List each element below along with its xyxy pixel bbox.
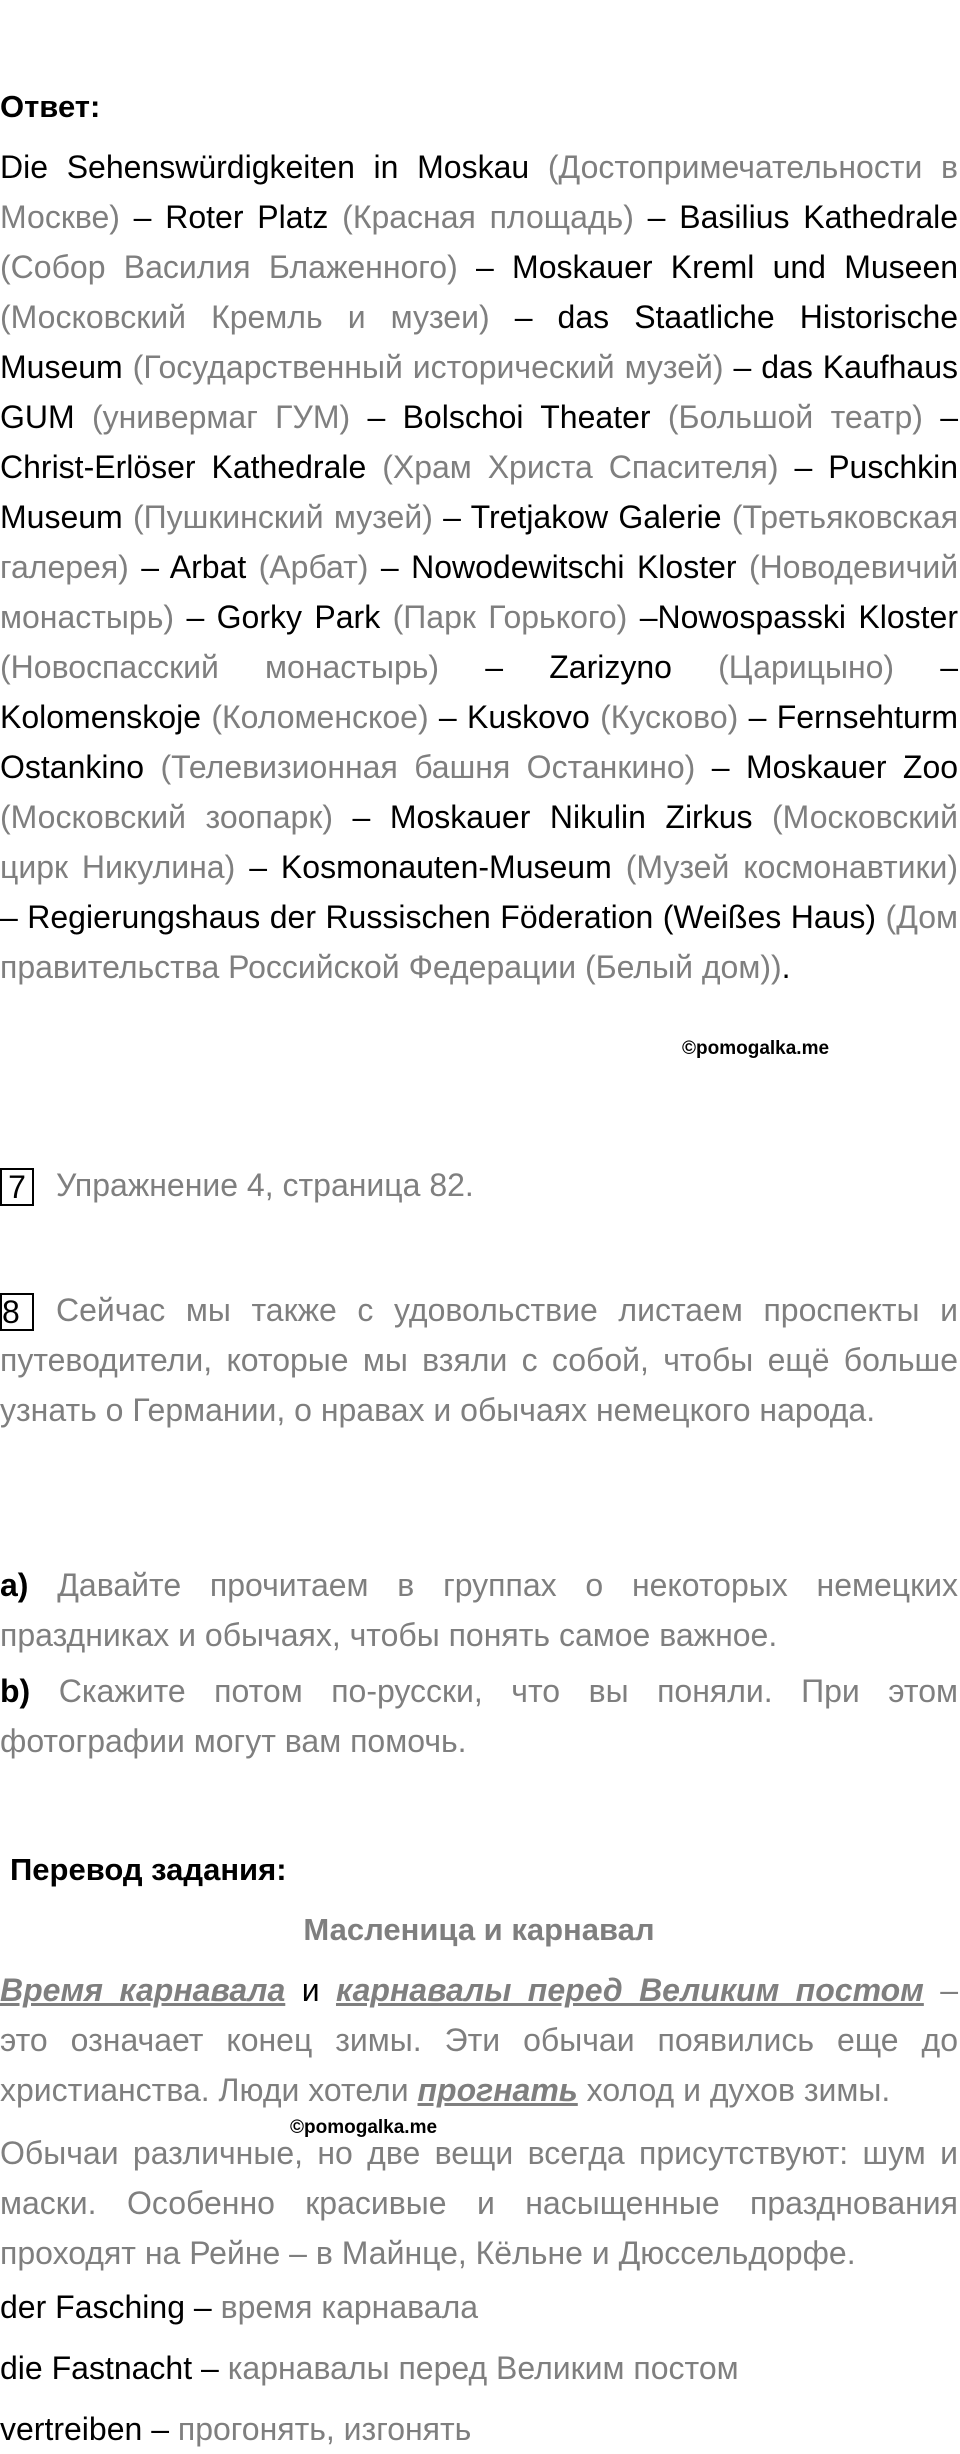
sight-ru: (Третьяковская галерея) <box>0 499 959 585</box>
sight-ru: (Царицыно) <box>718 649 895 685</box>
sight-ru: (Московский зоопарк) <box>0 799 334 835</box>
translation-heading: Перевод задания: <box>10 1852 287 1887</box>
glossary-meaning: прогонять, изгонять <box>177 2411 472 2447</box>
sight-de: Tretjakow Galerie <box>470 499 722 535</box>
glossary-meaning: время карнавала <box>220 2289 479 2325</box>
sight-ru: (Собор Василия Блаженного) <box>0 249 458 285</box>
dash: – <box>475 249 494 285</box>
glossary-term: der Fasching <box>0 2289 185 2325</box>
term-drive-away: прогнать <box>417 2072 578 2108</box>
exercise-7 <box>0 1160 958 1210</box>
term-carnival-time: Время карнавала <box>0 1972 286 2008</box>
sight-de: Moskauer Nikulin Zirkus <box>389 799 753 835</box>
dash: – <box>443 499 461 535</box>
glossary-item <box>0 2282 478 2332</box>
sight-ru: (Пушкинский музей) <box>132 499 433 535</box>
dash: – <box>201 2350 219 2386</box>
dash: – <box>186 599 205 635</box>
exercise-7-text: Упражнение 4, страница 82. <box>56 1167 474 1203</box>
answer-heading: Ответ: <box>0 89 101 124</box>
dash: – <box>352 799 371 835</box>
answer-paragraph <box>0 142 958 992</box>
sight-ru: (Московский Кремль и музеи) <box>0 299 490 335</box>
sight-de: Kolomenskoje <box>0 699 201 735</box>
exercise-8 <box>0 1285 958 1435</box>
sight-ru: (Арбат) <box>258 549 369 585</box>
sight-de: Die Sehenswürdigkeiten in Moskau <box>0 149 530 185</box>
sight-ru: (Красная площадь) <box>342 199 634 235</box>
sight-ru: (Государственный исторический музей) <box>132 349 724 385</box>
dash: – <box>794 449 813 485</box>
dash: – <box>133 199 152 235</box>
sight-de: Fernsehturm Ostankino <box>0 699 959 785</box>
sight-ru: (Дом правительства Российской Федерации (Белый дом)) <box>0 899 959 985</box>
dash: – <box>639 599 658 635</box>
sight-de: Roter Platz <box>165 199 329 235</box>
glossary-term: die Fastnacht <box>0 2350 193 2386</box>
translation-paragraph-2: Обычаи различные, но две вещи всегда присутствуют: шум и маски. Особенно красивые и насыщенные празднования проходят на Рейне – в Майнце, Кёльне и Дюссельдорфе. <box>0 2135 958 2271</box>
sight-de: das Kaufhaus GUM <box>0 349 959 435</box>
sight-ru: (Кусково) <box>600 699 739 735</box>
part-a-text: Давайте прочитаем в группах о некоторых немецких праздниках и обычаях, чтобы понять самое важное. <box>0 1567 959 1653</box>
sight-ru: (Храм Христа Спасителя) <box>382 449 779 485</box>
dash: – <box>940 649 959 685</box>
sight-de: Arbat <box>169 549 247 585</box>
sight-ru: (Музей космонавтики) <box>625 849 959 885</box>
exercise-8-part-a <box>0 1560 958 1660</box>
dash: – <box>711 749 730 785</box>
sight-ru: (Большой театр) <box>667 399 923 435</box>
dash: – <box>141 549 160 585</box>
dash: – <box>0 899 18 935</box>
exercise-number-box: 7 <box>0 1168 34 1206</box>
dash: – <box>940 399 959 435</box>
sight-de: Kosmonauten-Museum <box>280 849 612 885</box>
sight-ru: (Новоспасский монастырь) <box>0 649 440 685</box>
glossary-term: vertreiben <box>0 2411 143 2447</box>
exercise-8-text: Сейчас мы также с удовольствие листаем проспекты и путеводители, которые мы взяли с собой, чтобы ещё больше узнать о Германии, о нравах и обычаях немецкого народа. <box>0 1292 958 1428</box>
watermark: ©pomogalka.me <box>682 1038 830 1059</box>
dash: – <box>380 549 399 585</box>
sight-de: das Staatliche Historische Museum <box>0 299 959 385</box>
glossary-item <box>0 2343 739 2393</box>
dash: – <box>151 2411 169 2447</box>
sight-ru: (Телевизионная башня Останкино) <box>160 749 696 785</box>
sight-ru: (Достопримечательности в Москве) <box>0 149 959 235</box>
dash: – <box>485 649 504 685</box>
dash: – <box>647 199 666 235</box>
watermark: ©pomogalka.me <box>290 2117 438 2138</box>
sight-de: Nowodewitschi Kloster <box>411 549 737 585</box>
sight-de: Zarizyno <box>549 649 672 685</box>
period: . <box>781 949 791 985</box>
paragraph-text: – это означает конец зимы. Эти обычаи появились еще до христианства. Люди хотели <box>0 1972 959 2108</box>
exercise-number-box: 8 <box>0 1293 34 1331</box>
sight-ru: (Парк Горького) <box>392 599 628 635</box>
sight-de: Bolschoi Theater <box>402 399 651 435</box>
sight-de: Puschkin Museum <box>0 449 959 535</box>
sight-ru: (Московский цирк Никулина) <box>0 799 959 885</box>
sight-ru: (универмаг ГУМ) <box>91 399 351 435</box>
dash: – <box>438 699 457 735</box>
translation-paragraph-1 <box>0 1965 958 2115</box>
part-b-label: b) <box>0 1673 31 1709</box>
dash: – <box>514 299 533 335</box>
sight-de: Regierungshaus der Russischen Föderation (Weißes Haus) <box>27 899 877 935</box>
part-b-text: Скажите потом по-русски, что вы поняли. При этом фотографии могут вам помочь. <box>0 1673 959 1759</box>
sight-de: Christ-Erlöser Kathedrale <box>0 449 367 485</box>
sight-de: Nowospasski Kloster <box>657 599 959 635</box>
dash: – <box>748 699 767 735</box>
dash: – <box>249 849 267 885</box>
dash: – <box>193 2289 212 2325</box>
exercise-8-part-b <box>0 1666 958 1766</box>
paragraph-text: холод и духов зимы. <box>586 2072 891 2108</box>
sight-de: Basilius Kathedrale <box>679 199 959 235</box>
sight-de: Moskauer Zoo <box>745 749 959 785</box>
sight-ru: (Новодевичий монастырь) <box>0 549 959 635</box>
dash: – <box>733 349 752 385</box>
term-pre-lent-carnival: карнавалы перед Великим постом <box>335 1972 924 2008</box>
dash: – <box>367 399 386 435</box>
part-a-label: a) <box>0 1567 29 1603</box>
glossary-meaning: карнавалы перед Великим постом <box>227 2350 739 2386</box>
glossary-item <box>0 2404 471 2454</box>
conjunction: и <box>301 1972 320 2008</box>
sight-de: Gorky Park <box>216 599 381 635</box>
sight-ru: (Коломенское) <box>211 699 429 735</box>
sight-de: Kuskovo <box>467 699 590 735</box>
translation-title: Масленица и карнавал <box>303 1912 655 1947</box>
sight-de: Moskauer Kreml und Museen <box>512 249 959 285</box>
